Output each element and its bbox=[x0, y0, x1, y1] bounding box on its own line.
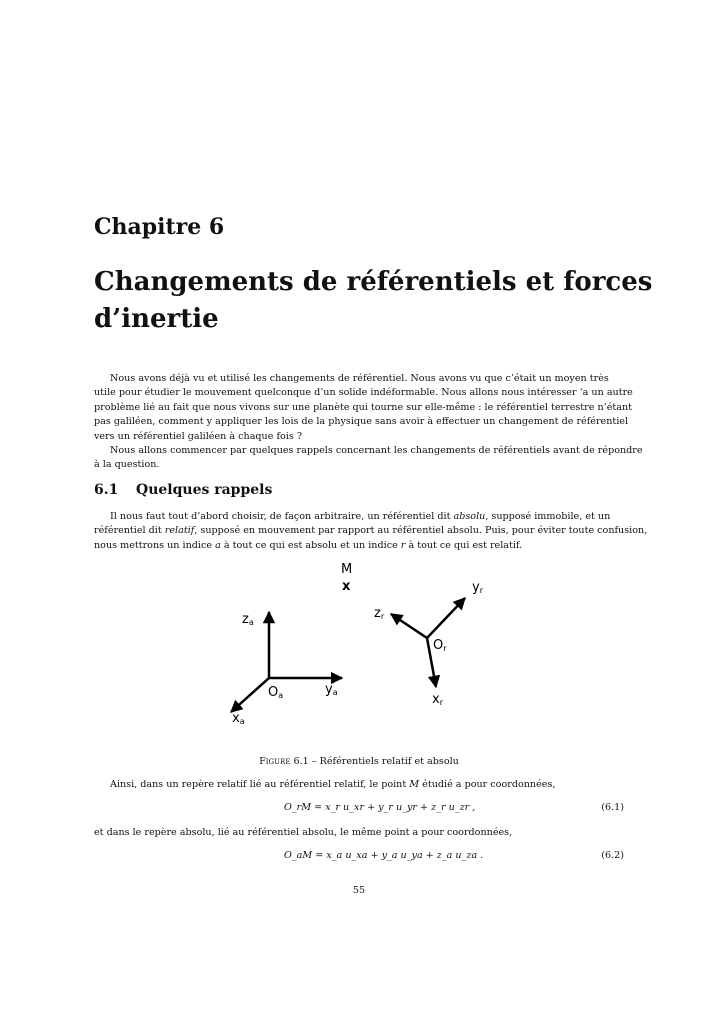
yr-label: yr bbox=[472, 580, 483, 595]
chapter-title-line2: d’inertie bbox=[94, 304, 219, 334]
zr-label: zr bbox=[374, 606, 385, 621]
point-m-mark: x bbox=[342, 579, 351, 594]
ya-label: ya bbox=[325, 682, 338, 697]
intro-paragraph bbox=[94, 372, 643, 473]
intro-line: utile pour étudier le mouvement quelconque d’un solide indéformable. Nous allons nous intéresser ‘a un autre bbox=[94, 387, 633, 399]
za-label: za bbox=[242, 612, 254, 627]
intro-line: problème lié au fait que nous vivons sur une planète qui tourne sur elle-même : le référentiel terrestre n’étant bbox=[94, 401, 632, 413]
intro-line: à la question. bbox=[94, 459, 160, 471]
yr-axis bbox=[427, 598, 465, 638]
relative-frame bbox=[374, 580, 484, 707]
reference-frames-figure bbox=[210, 555, 510, 735]
zr-axis bbox=[391, 614, 427, 638]
page-number: 55 bbox=[352, 885, 366, 896]
intro-line: Nous avons déjà vu et utilisé les changements de référentiel. Nous avons vu que c’était un moyen très bbox=[110, 373, 609, 384]
section-line-1: Il nous faut tout d’abord choisir, de façon arbitraire, un référentiel dit absolu, supposé immobile, et un bbox=[110, 511, 611, 522]
oa-label: Oa bbox=[268, 685, 284, 700]
absolute-frame bbox=[231, 612, 342, 726]
after-figure-line-1: Ainsi, dans un repère relatif lié au référentiel relatif, le point M étudié a pour coordonnées, bbox=[110, 779, 556, 790]
chapter-label: Chapitre 6 bbox=[94, 214, 225, 240]
equation-6-2-body: O_aM = x_a u_xa + y_a u_ya + z_a u_za . bbox=[284, 850, 484, 861]
equation-6-1-tag: (6.1) bbox=[601, 802, 624, 813]
xa-label: xa bbox=[232, 711, 245, 726]
figure-caption: Figure 6.1 – Référentiels relatif et absolu bbox=[259, 756, 459, 767]
section-line-3: nous mettrons un indice a à tout ce qui est absolu et un indice r à tout ce qui est relatif. bbox=[94, 539, 523, 551]
section-line-2: référentiel dit relatif, supposé en mouvement par rapport au référentiel absolu. Puis, pour éviter toute confusion, bbox=[94, 525, 648, 537]
xa-axis bbox=[231, 678, 269, 712]
intro-line: vers un référentiel galiléen à chaque fois ? bbox=[94, 430, 302, 442]
chapter-title bbox=[94, 264, 654, 338]
point-m-label: M bbox=[341, 562, 353, 577]
xr-label: xr bbox=[432, 692, 443, 707]
after-figure-line-2: et dans le repère absolu, lié au référentiel absolu, le même point a pour coordonnées, bbox=[94, 827, 513, 838]
section-heading bbox=[94, 482, 272, 498]
section-number: 6.1 bbox=[94, 482, 119, 498]
or-label: Or bbox=[433, 638, 447, 653]
intro-line: pas galiléen, comment y appliquer les lois de la physique sans avoir à effectuer un changement de référentiel bbox=[94, 416, 629, 428]
equation-6-1-body: O_rM = x_r u_xr + y_r u_yr + z_r u_zr , bbox=[284, 802, 476, 813]
equation-6-2-tag: (6.2) bbox=[601, 850, 624, 861]
chapter-title-line1: Changements de référentiels et forces bbox=[94, 267, 653, 297]
section-paragraph bbox=[94, 510, 648, 553]
section-title: Quelques rappels bbox=[136, 482, 273, 498]
intro-line: Nous allons commencer par quelques rappels concernant les changements de référentiels avant de répondre bbox=[110, 445, 643, 457]
